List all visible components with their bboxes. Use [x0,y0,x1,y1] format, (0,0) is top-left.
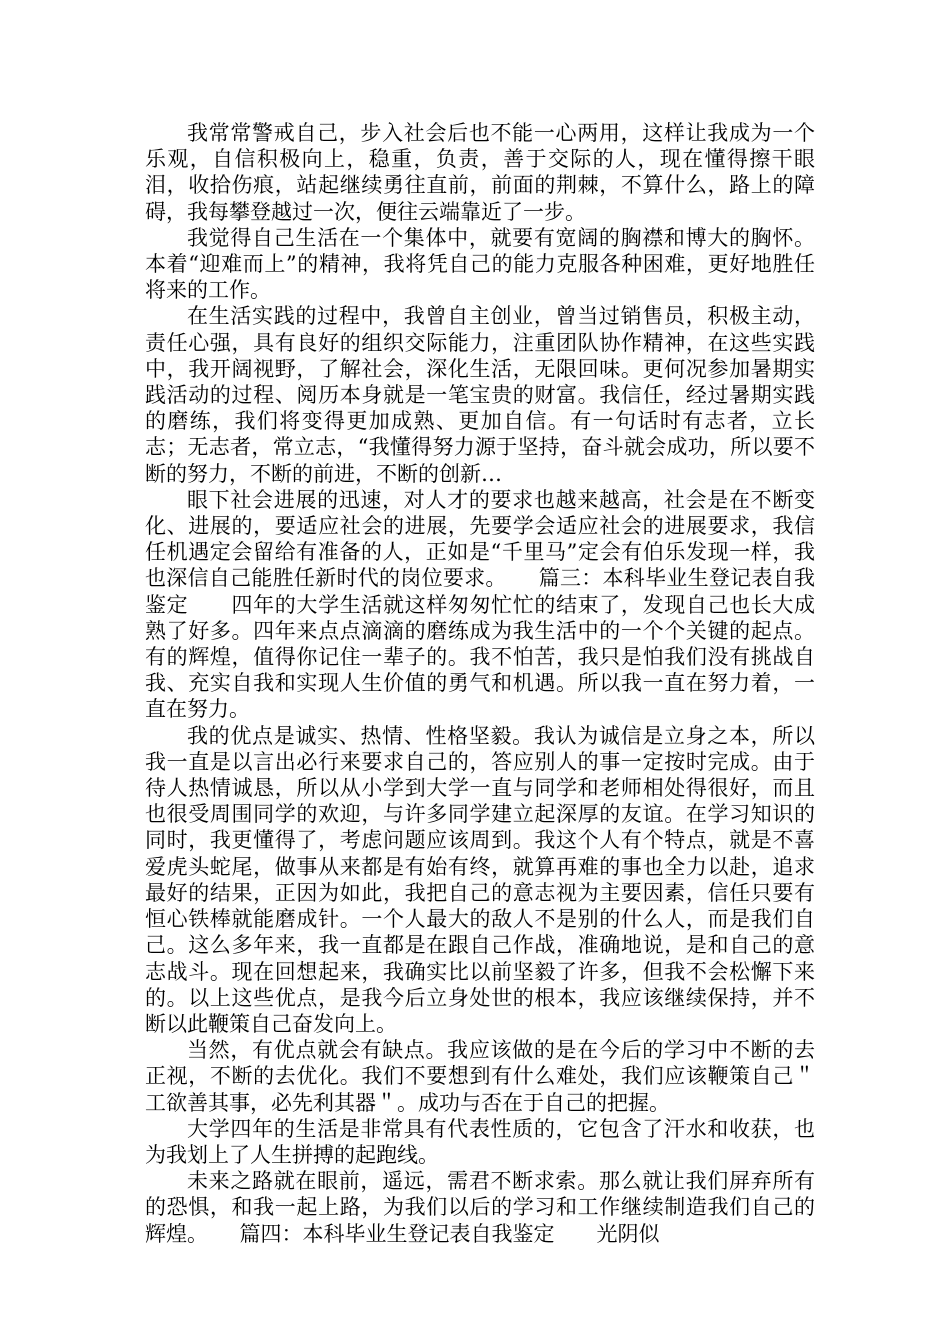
paragraph: 眼下社会进展的迅速，对人才的要求也越来越高，社会是在不断变化、进展的，要适应社会的进展，先要学会适应社会的进展要求，我信任机遇定会留给有准备的人，正如是“千里马”定会有伯乐发现一样，我也深信自己能胜任新时代的岗位要求。 篇三：本科毕业生登记表自我鉴定 四年的大学生活就这样匆匆忙忙的结束了，发现自己也长大成熟了好多。四年来点点滴滴的磨练成为我生活中的一个个关键的起点。有的辉煌，值得你记住一辈子的。我不怕苦，我只是怕我们没有挑战自我、充实自我和实现人生价值的勇气和机遇。所以我一直在努力着，一直在努力。 [145,487,815,722]
paragraph: 我的优点是诚实、热情、性格坚毅。我认为诚信是立身之本，所以我一直是以言出必行来要求自己的，答应别人的事一定按时完成。由于待人热情诚恳，所以从小学到大学一直与同学和老师相处得很好，而且也很受周围同学的欢迎，与许多同学建立起深厚的友谊。在学习知识的同时，我更懂得了，考虑问题应该周到。我这个人有个特点，就是不喜爱虎头蛇尾，做事从来都是有始有终，就算再难的事也全力以赴，追求最好的结果，正因为如此，我把自己的意志视为主要因素，信任只要有恒心铁棒就能磨成针。一个人最大的敌人不是别的什么人，而是我们自己。这么多年来，我一直都是在跟自己作战，准确地说，是和自己的意志战斗。现在回想起来，我确实比以前坚毅了许多，但我不会松懈下来的。以上这些优点，是我今后立身处世的根本，我应该继续保持，并不断以此鞭策自己奋发向上。 [145,723,815,1036]
paragraph: 在生活实践的过程中，我曾自主创业，曾当过销售员，积极主动，责任心强，具有良好的组织交际能力，注重团队协作精神，在这些实践中，我开阔视野，了解社会，深化生活，无限回味。更何况参加暑期实践活动的过程、阅历本身就是一笔宝贵的财富。我信任，经过暑期实践的磨练，我们将变得更加成熟、更加自信。有一句话时有志者，立长志；无志者，常立志，“我懂得努力源于坚持，奋斗就会成功，所以要不断的努力，不断的前进，不断的创新… [145,304,815,486]
paragraph: 当然，有优点就会有缺点。我应该做的是在今后的学习中不断的去正视，不断的去优化。我们不要想到有什么难处，我们应该鞭策自己＂工欲善其事，必先利其器＂。成功与否在于自己的把握。 [145,1038,815,1115]
paragraph: 我觉得自己生活在一个集体中，就要有宽阔的胸襟和博大的胸怀。本着“迎难而上”的精神，我将凭自己的能力克服各种困难，更好地胜任将来的工作。 [145,225,815,303]
document-body [145,120,815,1247]
paragraph: 我常常警戒自己，步入社会后也不能一心两用，这样让我成为一个乐观，自信积极向上，稳重，负责，善于交际的人，现在懂得擦干眼泪，收拾伤痕，站起继续勇往直前，前面的荆棘，不算什么，路上的障碍，我每攀登越过一次，便往云端靠近了一步。 [145,121,815,224]
paragraph: 大学四年的生活是非常具有代表性质的，它包含了汗水和收获，也为我划上了人生拼搏的起跑线。 [145,1116,815,1167]
paragraph: 未来之路就在眼前，遥远，需君不断求索。那么就让我们屏弃所有的恐惧，和我一起上路，为我们以后的学习和工作继续制造我们自己的辉煌。 篇四：本科毕业生登记表自我鉴定 光阴似 [145,1169,815,1246]
